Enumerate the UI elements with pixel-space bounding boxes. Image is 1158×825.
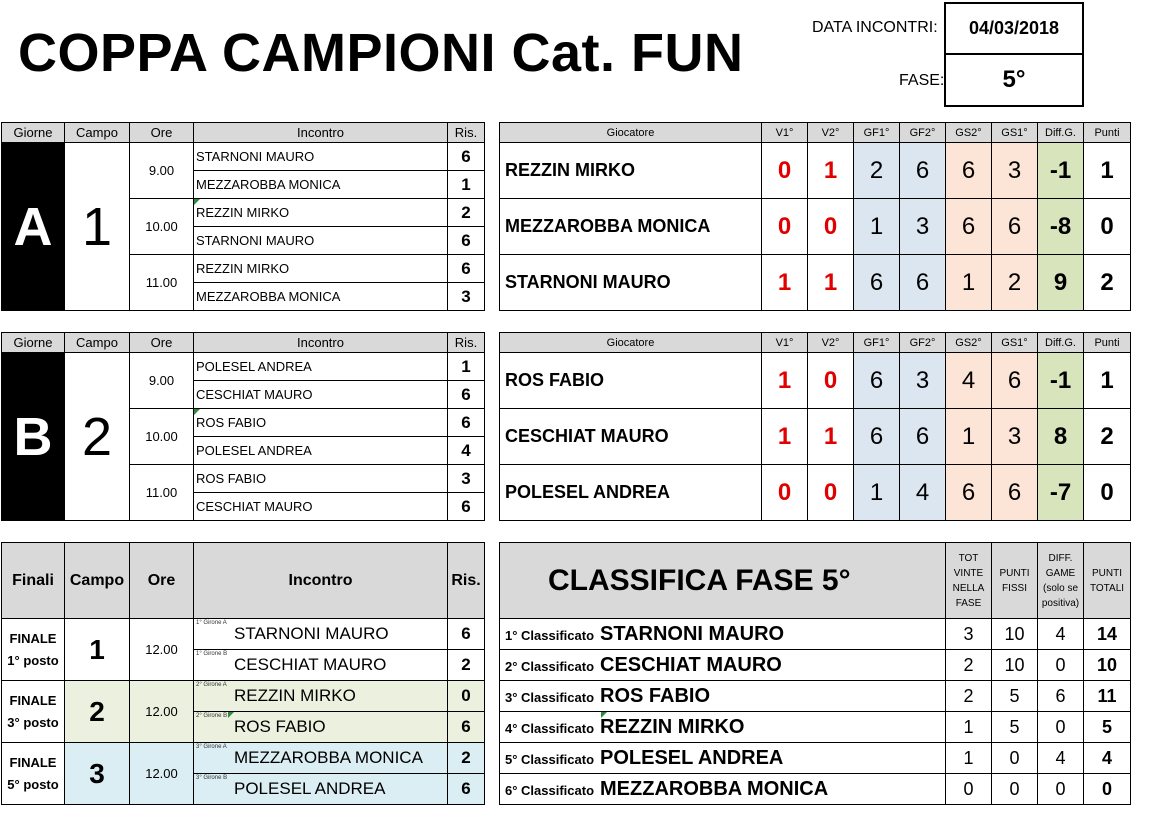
- punti-cell: 2: [1084, 255, 1131, 311]
- player-cell: STARNONI MAURO: [194, 227, 448, 255]
- score-cell[interactable]: 6: [448, 493, 485, 521]
- col-gf2: GF2°: [900, 123, 946, 143]
- col-ris: Ris.: [448, 543, 485, 619]
- gs1-cell: 3: [992, 409, 1038, 465]
- comment-marker-icon: [601, 712, 607, 718]
- col-ore: Ore: [130, 543, 194, 619]
- gs1-cell: 6: [992, 465, 1038, 521]
- gf2-cell: 3: [900, 353, 946, 409]
- player-row: [500, 199, 1131, 255]
- gs1-cell: 2: [992, 255, 1038, 311]
- punti-cell: 0: [1084, 199, 1131, 255]
- player-row: [500, 409, 1131, 465]
- gs2-cell: 6: [946, 465, 992, 521]
- player-row: [500, 255, 1131, 311]
- vinte-cell: 1: [946, 712, 992, 743]
- player-cell: MEZZAROBBA MONICA: [194, 283, 448, 311]
- gf2-cell: 6: [900, 409, 946, 465]
- col-gs1: GS1°: [992, 333, 1038, 353]
- diff-cell: 9: [1038, 255, 1084, 311]
- score-cell[interactable]: 6: [448, 774, 485, 805]
- gs1-cell: 6: [992, 353, 1038, 409]
- player-name: CESCHIAT MAURO: [500, 409, 762, 465]
- col-campo: Campo: [65, 333, 130, 353]
- col-ore: Ore: [130, 333, 194, 353]
- data-incontri-label: DATA INCONTRI:: [812, 19, 938, 36]
- vinte-cell: 2: [946, 650, 992, 681]
- col-giocatore: Giocatore: [500, 123, 762, 143]
- gf1-cell: 6: [854, 353, 900, 409]
- fissi-cell: 10: [992, 650, 1038, 681]
- score-cell[interactable]: 1: [448, 353, 485, 381]
- match-table-b: [1, 332, 485, 521]
- score-cell[interactable]: 6: [448, 143, 485, 171]
- giorno-cell: B: [2, 353, 65, 521]
- ranking-row: [500, 681, 1131, 712]
- comment-marker-icon: [228, 712, 234, 718]
- gs2-cell: 4: [946, 353, 992, 409]
- v1-cell: 1: [762, 409, 808, 465]
- v2-cell: 1: [808, 255, 854, 311]
- ore-cell: 11.00: [130, 465, 194, 521]
- col-punti: Punti: [1084, 123, 1131, 143]
- fissi-cell: 0: [992, 743, 1038, 774]
- v1-cell: 0: [762, 465, 808, 521]
- score-cell[interactable]: 6: [448, 619, 485, 650]
- score-cell[interactable]: 3: [448, 283, 485, 311]
- gf1-cell: 2: [854, 143, 900, 199]
- col-gf1: GF1°: [854, 123, 900, 143]
- gf1-cell: 6: [854, 255, 900, 311]
- gf2-cell: 6: [900, 255, 946, 311]
- gs1-cell: 6: [992, 199, 1038, 255]
- diff-cell: -1: [1038, 353, 1084, 409]
- col-campo: Campo: [65, 123, 130, 143]
- col-punti: Punti: [1084, 333, 1131, 353]
- player-cell: CESCHIAT MAURO: [194, 381, 448, 409]
- ranking-name: 2° Classificato CESCHIAT MAURO: [500, 650, 946, 681]
- diff-cell: -7: [1038, 465, 1084, 521]
- player-cell: CESCHIAT MAURO: [194, 493, 448, 521]
- classifica-title: CLASSIFICA FASE 5°: [500, 543, 946, 619]
- col-diff: Diff.G.: [1038, 123, 1084, 143]
- player-cell: REZZIN MIRKO: [194, 199, 448, 227]
- player-name: POLESEL ANDREA: [500, 465, 762, 521]
- col-v2: V2°: [808, 123, 854, 143]
- ranking-row: [500, 619, 1131, 650]
- comment-marker-icon: [194, 199, 200, 205]
- totali-cell: 5: [1084, 712, 1131, 743]
- v2-cell: 0: [808, 353, 854, 409]
- gf2-cell: 6: [900, 143, 946, 199]
- diff-cell: 4: [1038, 743, 1084, 774]
- diff-cell: 0: [1038, 712, 1084, 743]
- player-row: [500, 143, 1131, 199]
- v2-cell: 0: [808, 199, 854, 255]
- player-cell: 1° Girone A STARNONI MAURO: [194, 619, 448, 650]
- player-name: ROS FABIO: [500, 353, 762, 409]
- col-finali: Finali: [2, 543, 65, 619]
- col-diff: Diff.G.: [1038, 333, 1084, 353]
- ranking-name: 1° Classificato STARNONI MAURO: [500, 619, 946, 650]
- col-v1: V1°: [762, 123, 808, 143]
- player-cell: 1° Girone B CESCHIAT MAURO: [194, 650, 448, 681]
- finale-label: FINALE 5° posto: [2, 743, 65, 805]
- score-cell[interactable]: 6: [448, 381, 485, 409]
- gf2-cell: 3: [900, 199, 946, 255]
- ore-cell: 11.00: [130, 255, 194, 311]
- player-cell: 2° Girone B ROS FABIO: [194, 712, 448, 743]
- player-table-a: [499, 122, 1131, 311]
- col-v2: V2°: [808, 333, 854, 353]
- vinte-cell: 2: [946, 681, 992, 712]
- totali-cell: 10: [1084, 650, 1131, 681]
- punti-cell: 1: [1084, 353, 1131, 409]
- v1-cell: 1: [762, 255, 808, 311]
- v1-cell: 0: [762, 199, 808, 255]
- score-cell[interactable]: 4: [448, 437, 485, 465]
- col-giocatore: Giocatore: [500, 333, 762, 353]
- ore-cell: 12.00: [130, 743, 194, 805]
- player-cell: MEZZAROBBA MONICA: [194, 171, 448, 199]
- player-cell: ROS FABIO: [194, 465, 448, 493]
- gs2-cell: 6: [946, 143, 992, 199]
- col-punti-fissi: PUNTI FISSI: [992, 543, 1038, 619]
- ranking-row: [500, 774, 1131, 805]
- page-title: COPPA CAMPIONI Cat. FUN: [18, 23, 744, 83]
- score-cell[interactable]: 2: [448, 743, 485, 774]
- diff-cell: -8: [1038, 199, 1084, 255]
- punti-cell: 1: [1084, 143, 1131, 199]
- ore-cell: 10.00: [130, 409, 194, 465]
- player-row: [500, 465, 1131, 521]
- v2-cell: 0: [808, 465, 854, 521]
- col-gs1: GS1°: [992, 123, 1038, 143]
- col-giorne: Giorne: [2, 123, 65, 143]
- finale-label: FINALE 1° posto: [2, 619, 65, 681]
- totali-cell: 11: [1084, 681, 1131, 712]
- score-cell[interactable]: 6: [448, 409, 485, 437]
- ore-cell: 12.00: [130, 619, 194, 681]
- campo-cell: 2: [65, 681, 130, 743]
- ranking-name: 5° Classificato POLESEL ANDREA: [500, 743, 946, 774]
- fissi-cell: 5: [992, 712, 1038, 743]
- player-cell: REZZIN MIRKO: [194, 255, 448, 283]
- score-cell[interactable]: 6: [448, 227, 485, 255]
- diff-cell: 0: [1038, 650, 1084, 681]
- col-gs2: GS2°: [946, 123, 992, 143]
- totali-cell: 14: [1084, 619, 1131, 650]
- punti-cell: 2: [1084, 409, 1131, 465]
- ranking-row: [500, 712, 1131, 743]
- ranking-name: 3° Classificato ROS FABIO: [500, 681, 946, 712]
- player-cell: POLESEL ANDREA: [194, 437, 448, 465]
- gs1-cell: 3: [992, 143, 1038, 199]
- col-giorne: Giorne: [2, 333, 65, 353]
- player-cell: 2° Girone A REZZIN MIRKO: [194, 681, 448, 712]
- col-ris: Ris.: [448, 123, 485, 143]
- finals-table: [1, 542, 485, 805]
- col-campo: Campo: [65, 543, 130, 619]
- player-name: REZZIN MIRKO: [500, 143, 762, 199]
- player-cell: ROS FABIO: [194, 409, 448, 437]
- totali-cell: 4: [1084, 743, 1131, 774]
- player-cell: POLESEL ANDREA: [194, 353, 448, 381]
- campo-cell: 1: [65, 143, 130, 311]
- col-incontro: Incontro: [194, 543, 448, 619]
- player-name: STARNONI MAURO: [500, 255, 762, 311]
- col-v1: V1°: [762, 333, 808, 353]
- vinte-cell: 0: [946, 774, 992, 805]
- ore-cell: 12.00: [130, 681, 194, 743]
- finale-label: FINALE 3° posto: [2, 681, 65, 743]
- diff-cell: 4: [1038, 619, 1084, 650]
- player-cell: 3° Girone B POLESEL ANDREA: [194, 774, 448, 805]
- col-ore: Ore: [130, 123, 194, 143]
- ore-cell: 9.00: [130, 353, 194, 409]
- ranking-row: [500, 743, 1131, 774]
- col-punti-totali: PUNTI TOTALI: [1084, 543, 1131, 619]
- match-table-a: [1, 122, 485, 311]
- gs2-cell: 1: [946, 255, 992, 311]
- ore-cell: 10.00: [130, 199, 194, 255]
- diff-cell: 6: [1038, 681, 1084, 712]
- gs2-cell: 1: [946, 409, 992, 465]
- score-cell[interactable]: 2: [448, 199, 485, 227]
- v2-cell: 1: [808, 143, 854, 199]
- player-table-b: [499, 332, 1131, 521]
- score-cell[interactable]: 2: [448, 650, 485, 681]
- gf1-cell: 6: [854, 409, 900, 465]
- ranking-name: 4° Classificato REZZIN MIRKO: [500, 712, 946, 743]
- classifica-table: [499, 542, 1131, 805]
- v2-cell: 1: [808, 409, 854, 465]
- score-cell[interactable]: 3: [448, 465, 485, 493]
- col-gs2: GS2°: [946, 333, 992, 353]
- vinte-cell: 1: [946, 743, 992, 774]
- col-gf1: GF1°: [854, 333, 900, 353]
- campo-cell: 2: [65, 353, 130, 521]
- diff-cell: -1: [1038, 143, 1084, 199]
- score-cell[interactable]: 6: [448, 712, 485, 743]
- player-cell: STARNONI MAURO: [194, 143, 448, 171]
- player-name: MEZZAROBBA MONICA: [500, 199, 762, 255]
- totali-cell: 0: [1084, 774, 1131, 805]
- score-cell[interactable]: 1: [448, 171, 485, 199]
- comment-marker-icon: [194, 409, 200, 415]
- ore-cell: 9.00: [130, 143, 194, 199]
- data-incontri-value: 04/03/2018: [944, 2, 1084, 54]
- vinte-cell: 3: [946, 619, 992, 650]
- diff-cell: 8: [1038, 409, 1084, 465]
- col-ris: Ris.: [448, 333, 485, 353]
- v1-cell: 0: [762, 143, 808, 199]
- gs2-cell: 6: [946, 199, 992, 255]
- gf2-cell: 4: [900, 465, 946, 521]
- ranking-row: [500, 650, 1131, 681]
- col-tot-vinte: TOT VINTE NELLA FASE: [946, 543, 992, 619]
- player-cell: 3° Girone A MEZZAROBBA MONICA: [194, 743, 448, 774]
- ranking-name: 6° Classificato MEZZAROBBA MONICA: [500, 774, 946, 805]
- punti-cell: 0: [1084, 465, 1131, 521]
- fase-value: 5°: [944, 53, 1084, 107]
- fissi-cell: 0: [992, 774, 1038, 805]
- col-incontro: Incontro: [194, 333, 448, 353]
- player-row: [500, 353, 1131, 409]
- col-diff-game: DIFF. GAME (solo se positiva): [1038, 543, 1084, 619]
- col-incontro: Incontro: [194, 123, 448, 143]
- campo-cell: 3: [65, 743, 130, 805]
- gf1-cell: 1: [854, 465, 900, 521]
- fissi-cell: 10: [992, 619, 1038, 650]
- giorno-cell: A: [2, 143, 65, 311]
- fissi-cell: 5: [992, 681, 1038, 712]
- score-cell[interactable]: 0: [448, 681, 485, 712]
- score-cell[interactable]: 6: [448, 255, 485, 283]
- fase-label: FASE:: [899, 72, 945, 89]
- diff-cell: 0: [1038, 774, 1084, 805]
- campo-cell: 1: [65, 619, 130, 681]
- v1-cell: 1: [762, 353, 808, 409]
- gf1-cell: 1: [854, 199, 900, 255]
- col-gf2: GF2°: [900, 333, 946, 353]
